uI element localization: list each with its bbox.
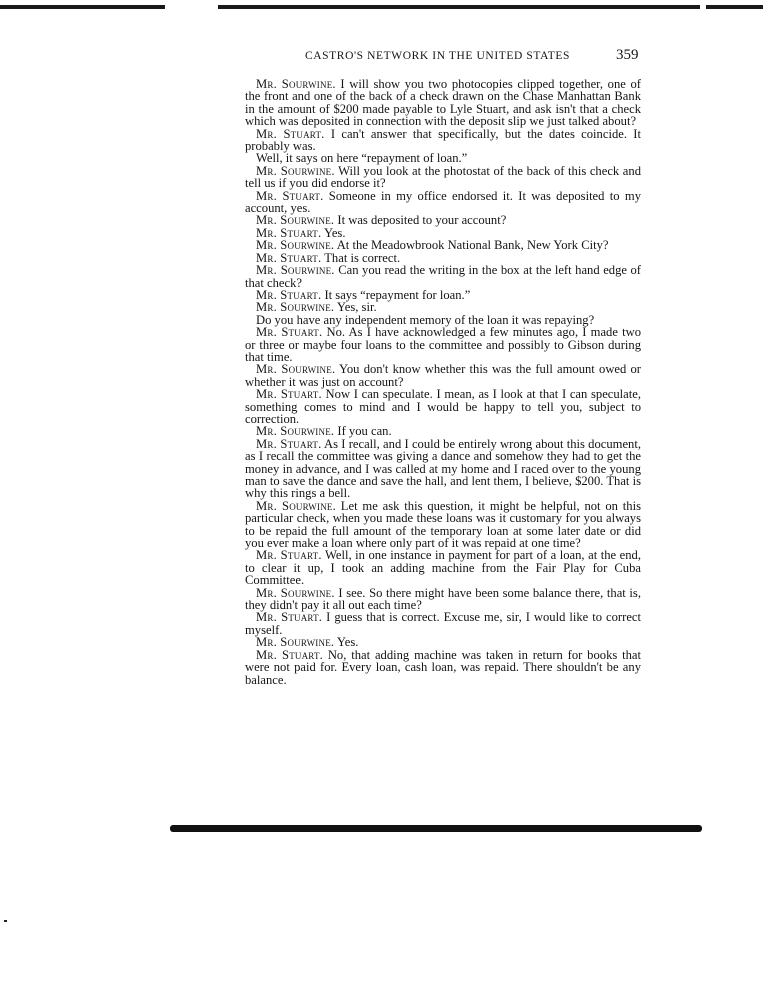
- speech-text: Yes.: [321, 225, 346, 240]
- speaker-name: Mr. Stuart.: [256, 647, 323, 662]
- speech-text: Yes, sir.: [334, 300, 377, 315]
- transcript-body: [245, 78, 641, 686]
- speech-text: I see. So there might have been some balance there, that is, they didn't pay it all out each time?: [245, 585, 641, 613]
- speaker-name: Mr. Stuart.: [256, 126, 325, 141]
- speech-text: If you can.: [334, 424, 392, 439]
- transcript-paragraph: [245, 438, 641, 500]
- speech-text: At the Meadowbrook National Bank, New York City?: [334, 238, 609, 253]
- speech-text: It was deposited to your account?: [334, 213, 507, 228]
- speech-text: Yes.: [334, 635, 359, 650]
- scan-speck: [4, 920, 7, 922]
- bottom-rule: [170, 825, 702, 832]
- speaker-name: Mr. Stuart.: [256, 387, 322, 402]
- transcript-paragraph: [245, 388, 641, 425]
- top-rule-center: [218, 5, 700, 9]
- speech-text: Do you have any independent memory of the loan it was repaying?: [256, 312, 595, 327]
- transcript-paragraph: [245, 587, 641, 612]
- transcript-paragraph: [245, 611, 641, 636]
- speech-text: I will show you two photocopies clipped together, one of the front and one of the back of a check drawn on the Chase Manhattan Bank in the amount of $200 made payable to Lyle Stuart, and ask isn't that a check which was deposited in connection with the deposit slip we just talked about?: [245, 77, 641, 129]
- speech-text: It says “repayment for loan.”: [321, 287, 471, 302]
- speaker-name: Mr. Stuart.: [256, 436, 322, 451]
- transcript-paragraph: [245, 326, 641, 363]
- transcript-paragraph: [245, 549, 641, 586]
- speech-text: I can't answer that specifically, but the dates coincide. It probably was.: [245, 126, 642, 154]
- transcript-paragraph: [245, 264, 641, 289]
- speaker-name: Mr. Stuart.: [256, 188, 324, 203]
- speaker-name: Mr. Sourwine.: [256, 163, 335, 178]
- speaker-name: Mr. Stuart.: [256, 250, 322, 265]
- running-head: CASTRO'S NETWORK IN THE UNITED STATES: [305, 50, 570, 62]
- page-number: 359: [616, 47, 639, 63]
- speaker-name: Mr. Sourwine.: [256, 238, 335, 253]
- speech-text: Well, it says on here “repayment of loan.”: [256, 151, 468, 166]
- speaker-name: Mr. Stuart.: [256, 548, 322, 563]
- speaker-name: Mr. Sourwine.: [256, 498, 336, 513]
- transcript-paragraph: [245, 128, 641, 153]
- speaker-name: Mr. Sourwine.: [256, 362, 336, 377]
- speaker-name: Mr. Sourwine.: [256, 424, 335, 439]
- speech-text: Now I can speculate. I mean, as I look at that I can speculate, something comes to mind and I would be happy to tell you, subject to correction.: [245, 387, 641, 426]
- speaker-name: Mr. Sourwine.: [256, 635, 335, 650]
- speech-text: Someone in my office endorsed it. It was deposited to my account, yes.: [245, 188, 641, 216]
- speech-text: Well, in one instance in payment for part of a loan, at the end, to clear it up, I took an adding machine from the Fair Play for Cuba Committee.: [245, 548, 641, 588]
- speaker-name: Mr. Sourwine.: [256, 263, 335, 278]
- speaker-name: Mr. Stuart.: [256, 225, 322, 240]
- speaker-name: Mr. Stuart.: [256, 287, 322, 302]
- speech-text: No, that adding machine was taken in return for books that were not paid for. Every loan, cash loan, was repaid. There shouldn't be any balance.: [245, 647, 641, 687]
- speaker-name: Mr. Stuart.: [256, 325, 323, 340]
- speaker-name: Mr. Sourwine.: [256, 77, 336, 91]
- speaker-name: Mr. Sourwine.: [256, 300, 335, 315]
- transcript-paragraph: [245, 500, 641, 550]
- speaker-name: Mr. Sourwine.: [256, 213, 335, 228]
- transcript-paragraph: [245, 165, 641, 190]
- transcript-paragraph: [245, 190, 641, 215]
- transcript-paragraph: [245, 649, 641, 686]
- speech-text: No. As I have acknowledged a few minutes ago, I made two or three or maybe four loans to the committee and possibly to Gibson during that time.: [245, 325, 642, 364]
- speech-text: Can you read the writing in the box at the left hand edge of that check?: [245, 263, 642, 290]
- speech-text: You don't know whether this was the full amount owed or whether it was just on account?: [245, 362, 641, 389]
- top-rule-right: [706, 5, 763, 9]
- speech-text: Will you look at the photostat of the back of this check and tell us if you did endorse it?: [245, 163, 641, 191]
- speaker-name: Mr. Sourwine.: [256, 585, 335, 600]
- speech-text: As I recall, and I could be entirely wrong about this document, as I recall the committee was giving a dance and somehow they had to get the money in advance, and I was called at my home and I raced over to the young man to save the dance and save the hall, and lent them, I believe, $200. That is why this rings a bell.: [245, 436, 641, 501]
- top-rule-left: [0, 5, 165, 9]
- transcript-paragraph: [245, 363, 641, 388]
- speech-text: That is correct.: [321, 250, 401, 265]
- speaker-name: Mr. Stuart.: [256, 610, 323, 625]
- transcript-paragraph: [245, 78, 641, 128]
- speech-text: Let me ask this question, it might be helpful, not on this particular check, when you made these loans was it customary for you always to be repaid the full amount of the temporary loan at some later date or did you ever make a loan where only part of it was repaid at one time?: [245, 498, 642, 551]
- speech-text: I guess that is correct. Excuse me, sir, I would like to correct myself.: [245, 610, 641, 637]
